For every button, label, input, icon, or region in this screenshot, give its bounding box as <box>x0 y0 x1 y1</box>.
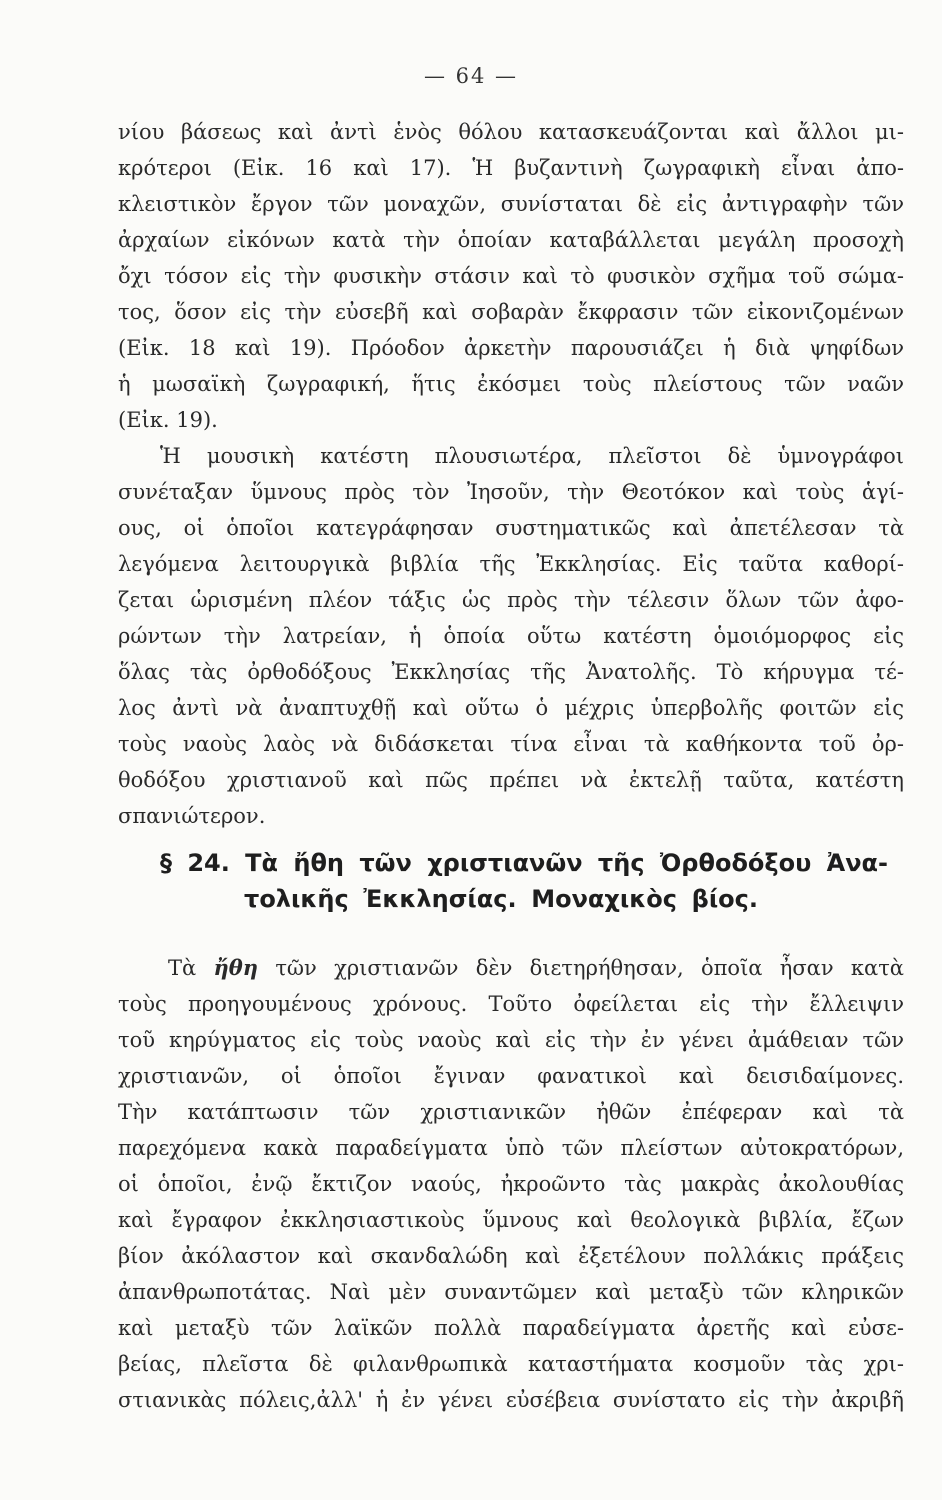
text-line: βείας, πλεῖστα δὲ φιλανθρωπικὰ καταστήματα κοσμοῦν τὰς χρι- <box>118 1352 904 1376</box>
text-line: τοῦ κηρύγματος εἰς τοὺς ναοὺς καὶ εἰς τὴν ἐν γένει ἀμάθειαν τῶν <box>118 1028 904 1052</box>
emphasized-word: ἤθη <box>213 955 259 980</box>
text-line: στιανικὰς πόλεις,ἀλλ' ἡ ἐν γένει εὐσέβεια συνίστατο εἰς τὴν ἀκριβῆ <box>118 1388 904 1412</box>
text-line: ὄχι τόσον εἰς τὴν φυσικὴν στάσιν καὶ τὸ φυσικὸν σχῆμα τοῦ σώμα- <box>118 264 904 288</box>
page-number: — 64 — <box>423 64 519 88</box>
text-line: χριστιανῶν, οἱ ὁποῖοι ἔγιναν φανατικοὶ καὶ δεισιδαίμονες. <box>118 1064 904 1088</box>
text-line: ζεται ὡρισμένη πλέον τάξις ὡς πρὸς τὴν τέλεσιν ὅλων τῶν ἀφο- <box>118 588 904 612</box>
section-title-line2: τολικῆς Ἐκκλησίας. Μοναχικὸς βίος. <box>244 885 758 913</box>
text-line: τος, ὅσον εἰς τὴν εὐσεβῆ καὶ σοβαρὰν ἔκφρασιν τῶν εἰκονιζομένων <box>118 300 904 324</box>
text-line: τοὺς ναοὺς λαὸς νὰ διδάσκεται τίνα εἶναι τὰ καθήκοντα τοῦ ὀρ- <box>118 732 904 756</box>
text-line: κρότεροι (Εἰκ. 16 καὶ 17). Ἡ βυζαντινὴ ζωγραφικὴ εἶναι ἀπο- <box>118 156 904 180</box>
text-segment: τῶν χριστιανῶν δὲν διετηρήθησαν, ὁποῖα ἦσαν κατὰ <box>275 956 904 980</box>
text-line: καὶ μεταξὺ τῶν λαϊκῶν πολλὰ παραδείγματα ἀρετῆς καὶ εὐσε- <box>118 1316 904 1340</box>
text-line: βίον ἀκόλαστον καὶ σκανδαλώδη καὶ ἐξετέλουν πολλάκις πράξεις <box>118 1244 904 1268</box>
text-line: ρώντων τὴν λατρείαν, ἡ ὁποία οὕτω κατέστη ὁμοιόμορφος εἰς <box>118 624 904 648</box>
text-line <box>168 950 904 986</box>
text-line: τοὺς προηγουμένους χρόνους. Τοῦτο ὀφείλεται εἰς τὴν ἔλλειψιν <box>118 992 904 1016</box>
text-line: Ἡ μουσικὴ κατέστη πλουσιωτέρα, πλεῖστοι δὲ ὑμνογράφοι <box>160 444 904 468</box>
text-line: σπανιώτερον. <box>118 804 266 828</box>
section-heading-continued <box>244 882 758 916</box>
text-line: παρεχόμενα κακὰ παραδείγματα ὑπὸ τῶν πλείστων αὐτοκρατόρων, <box>118 1136 904 1160</box>
section-number: § 24. <box>160 849 230 877</box>
text-line: ἀπανθρωποτάτας. Ναὶ μὲν συναντῶμεν καὶ μεταξὺ τῶν κληρικῶν <box>118 1280 904 1304</box>
text-line: ἀρχαίων εἰκόνων κατὰ τὴν ὁποίαν καταβάλλεται μεγάλη προσοχὴ <box>118 228 904 252</box>
text-line: ἡ μωσαϊκὴ ζωγραφική, ἥτις ἐκόσμει τοὺς πλείστους τῶν ναῶν <box>118 372 904 396</box>
text-line: (Εἰκ. 18 καὶ 19). Πρόοδον ἀρκετὴν παρουσιάζει ἡ διὰ ψηφίδων <box>118 336 904 360</box>
text-line: ὅλας τὰς ὀρθοδόξους Ἐκκλησίας τῆς Ἀνατολῆς. Τὸ κήρυγμα τέ- <box>118 660 904 684</box>
text-segment: Τὰ <box>168 956 197 980</box>
text-line: (Εἰκ. 19). <box>118 408 218 432</box>
text-line: οἱ ὁποῖοι, ἐνῷ ἔκτιζον ναούς, ἠκροῶντο τὰς μακρὰς ἀκολουθίας <box>118 1172 904 1196</box>
text-line: καὶ ἔγραφον ἐκκλησιαστικοὺς ὕμνους καὶ θεολογικὰ βιβλία, ἔζων <box>118 1208 904 1232</box>
section-title-line1: Τὰ ἤθη τῶν χριστιανῶν τῆς Ὀρθοδόξου Ἀνα- <box>245 849 888 877</box>
text-line: λος ἀντὶ νὰ ἀναπτυχθῇ καὶ οὕτω ὁ μέχρις ὑπερβολῆς φοιτῶν εἰς <box>118 696 904 720</box>
text-line: νίου βάσεως καὶ ἀντὶ ἑνὸς θόλου κατασκευάζονται καὶ ἄλλοι μι- <box>118 120 904 144</box>
text-line: κλειστικὸν ἔργον τῶν μοναχῶν, συνίσταται δὲ εἰς ἀντιγραφὴν τῶν <box>118 192 904 216</box>
text-line: θοδόξου χριστιανοῦ καὶ πῶς πρέπει νὰ ἐκτελῇ ταῦτα, κατέστη <box>118 768 904 792</box>
text-line: ους, οἱ ὁποῖοι κατεγράφησαν συστηματικῶς καὶ ἀπετέλεσαν τὰ <box>118 516 904 540</box>
section-heading <box>160 846 888 880</box>
text-line: συνέταξαν ὕμνους πρὸς τὸν Ἰησοῦν, τὴν Θεοτόκον καὶ τοὺς ἁγί- <box>118 480 904 504</box>
text-line: Τὴν κατάπτωσιν τῶν χριστιανικῶν ἠθῶν ἐπέφεραν καὶ τὰ <box>118 1100 904 1124</box>
text-line: λεγόμενα λειτουργικὰ βιβλία τῆς Ἐκκλησίας. Εἰς ταῦτα καθορί- <box>118 552 904 576</box>
